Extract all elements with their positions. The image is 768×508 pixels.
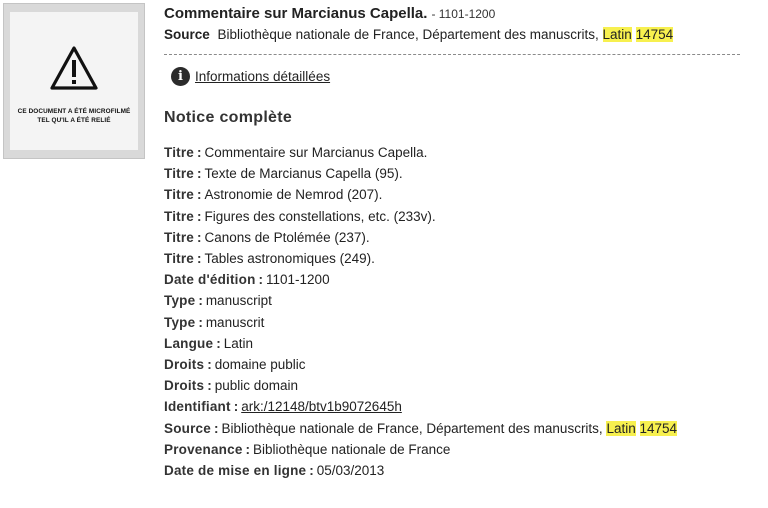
field-label: Type (164, 314, 196, 330)
field-label: Titre (164, 187, 195, 203)
field-type-2 (164, 312, 744, 333)
field-label: Titre (164, 251, 195, 267)
field-label: Titre (164, 166, 195, 182)
record-source-line (164, 25, 744, 45)
field-separator: : (207, 378, 212, 394)
source-highlight-number: 14754 (639, 420, 678, 436)
field-identifiant (164, 396, 744, 417)
field-droits-1 (164, 354, 744, 375)
field-titre-4 (164, 206, 744, 227)
detailed-info-link[interactable]: Informations détaillées (195, 68, 331, 84)
field-titre-2 (164, 163, 744, 184)
field-label: Date d'édition (164, 272, 256, 288)
field-separator: : (197, 251, 202, 267)
field-separator: : (216, 335, 221, 351)
identifier-link[interactable]: ark:/12148/btv1b9072645h (241, 399, 402, 415)
field-value: Texte de Marcianus Capella (95). (204, 166, 403, 182)
field-provenance (164, 439, 744, 460)
field-separator: : (245, 441, 251, 457)
field-separator: : (197, 166, 202, 182)
field-value: Latin (223, 335, 253, 351)
field-titre-5 (164, 227, 744, 248)
field-value: public domain (214, 378, 299, 394)
info-icon[interactable]: i (171, 67, 190, 86)
field-label: Titre (164, 145, 195, 160)
field-type-1 (164, 290, 744, 311)
field-separator: : (197, 145, 202, 160)
source-text: Bibliothèque nationale de France, Département des manuscrits, (217, 27, 599, 42)
field-separator: : (233, 399, 239, 415)
field-separator: : (213, 420, 219, 436)
source-highlight-number: 14754 (635, 27, 674, 42)
field-value: domaine public (214, 357, 306, 373)
field-separator: : (258, 272, 264, 288)
field-titre-3 (164, 184, 744, 205)
field-separator: : (198, 293, 203, 309)
source-label: Source (164, 27, 210, 42)
field-date-mise-en-ligne (164, 460, 744, 481)
field-label: Type (164, 293, 196, 309)
source-highlight-latin: Latin (602, 27, 632, 42)
detailed-info-row (171, 65, 744, 87)
field-value: Figures des constellations, etc. (233v). (204, 208, 436, 224)
field-value: Canons de Ptolémée (237). (204, 229, 370, 245)
field-value: Bibliothèque nationale de France, Département des manuscrits, (221, 420, 603, 436)
field-value: Commentaire sur Marcianus Capella. (204, 145, 428, 160)
field-separator: : (198, 314, 203, 330)
document-thumbnail[interactable] (3, 3, 145, 159)
field-value: manuscrit (205, 314, 265, 330)
field-separator: : (207, 357, 212, 373)
record-title[interactable]: Commentaire sur Marcianus Capella. (164, 5, 428, 22)
field-titre-6 (164, 248, 744, 269)
field-source (164, 418, 744, 439)
field-label: Identifiant (164, 399, 231, 415)
thumbnail-caption-line-2: TEL QU'IL A ÉTÉ RELIÉ (37, 117, 111, 124)
thumbnail-caption (10, 107, 138, 125)
field-separator: : (197, 187, 202, 203)
thumbnail-caption-line-1: CE DOCUMENT A ÉTÉ MICROFILMÉ (17, 108, 131, 115)
field-label: Source (164, 420, 211, 436)
notice-heading: Notice complète (164, 109, 293, 126)
field-separator: : (197, 229, 202, 245)
record-title-line (164, 4, 744, 24)
field-value: 1101-1200 (266, 272, 330, 288)
field-titre-1 (164, 142, 744, 163)
field-label: Langue (164, 335, 214, 351)
field-value: 05/03/2013 (316, 463, 385, 479)
source-highlight-latin: Latin (606, 420, 636, 436)
notice-content (164, 4, 744, 481)
field-langue (164, 333, 744, 354)
field-value: Astronomie de Nemrod (207). (204, 187, 383, 203)
field-value: Bibliothèque nationale de France (253, 441, 451, 457)
notice-fields (164, 142, 744, 481)
field-label: Droits (164, 357, 205, 373)
field-droits-2 (164, 375, 744, 396)
field-date-edition (164, 269, 744, 290)
section-divider (164, 54, 740, 55)
field-separator: : (197, 208, 202, 224)
field-label: Date de mise en ligne (164, 463, 307, 479)
field-label: Provenance (164, 441, 243, 457)
warning-triangle-icon (48, 44, 100, 92)
field-value: Tables astronomiques (249). (204, 251, 375, 267)
field-label: Titre (164, 229, 195, 245)
field-separator: : (309, 463, 314, 479)
field-label: Titre (164, 208, 195, 224)
thumbnail-card (10, 12, 138, 150)
record-date: - 1101-1200 (431, 7, 496, 21)
field-label: Droits (164, 378, 205, 394)
field-value: manuscript (205, 293, 272, 309)
